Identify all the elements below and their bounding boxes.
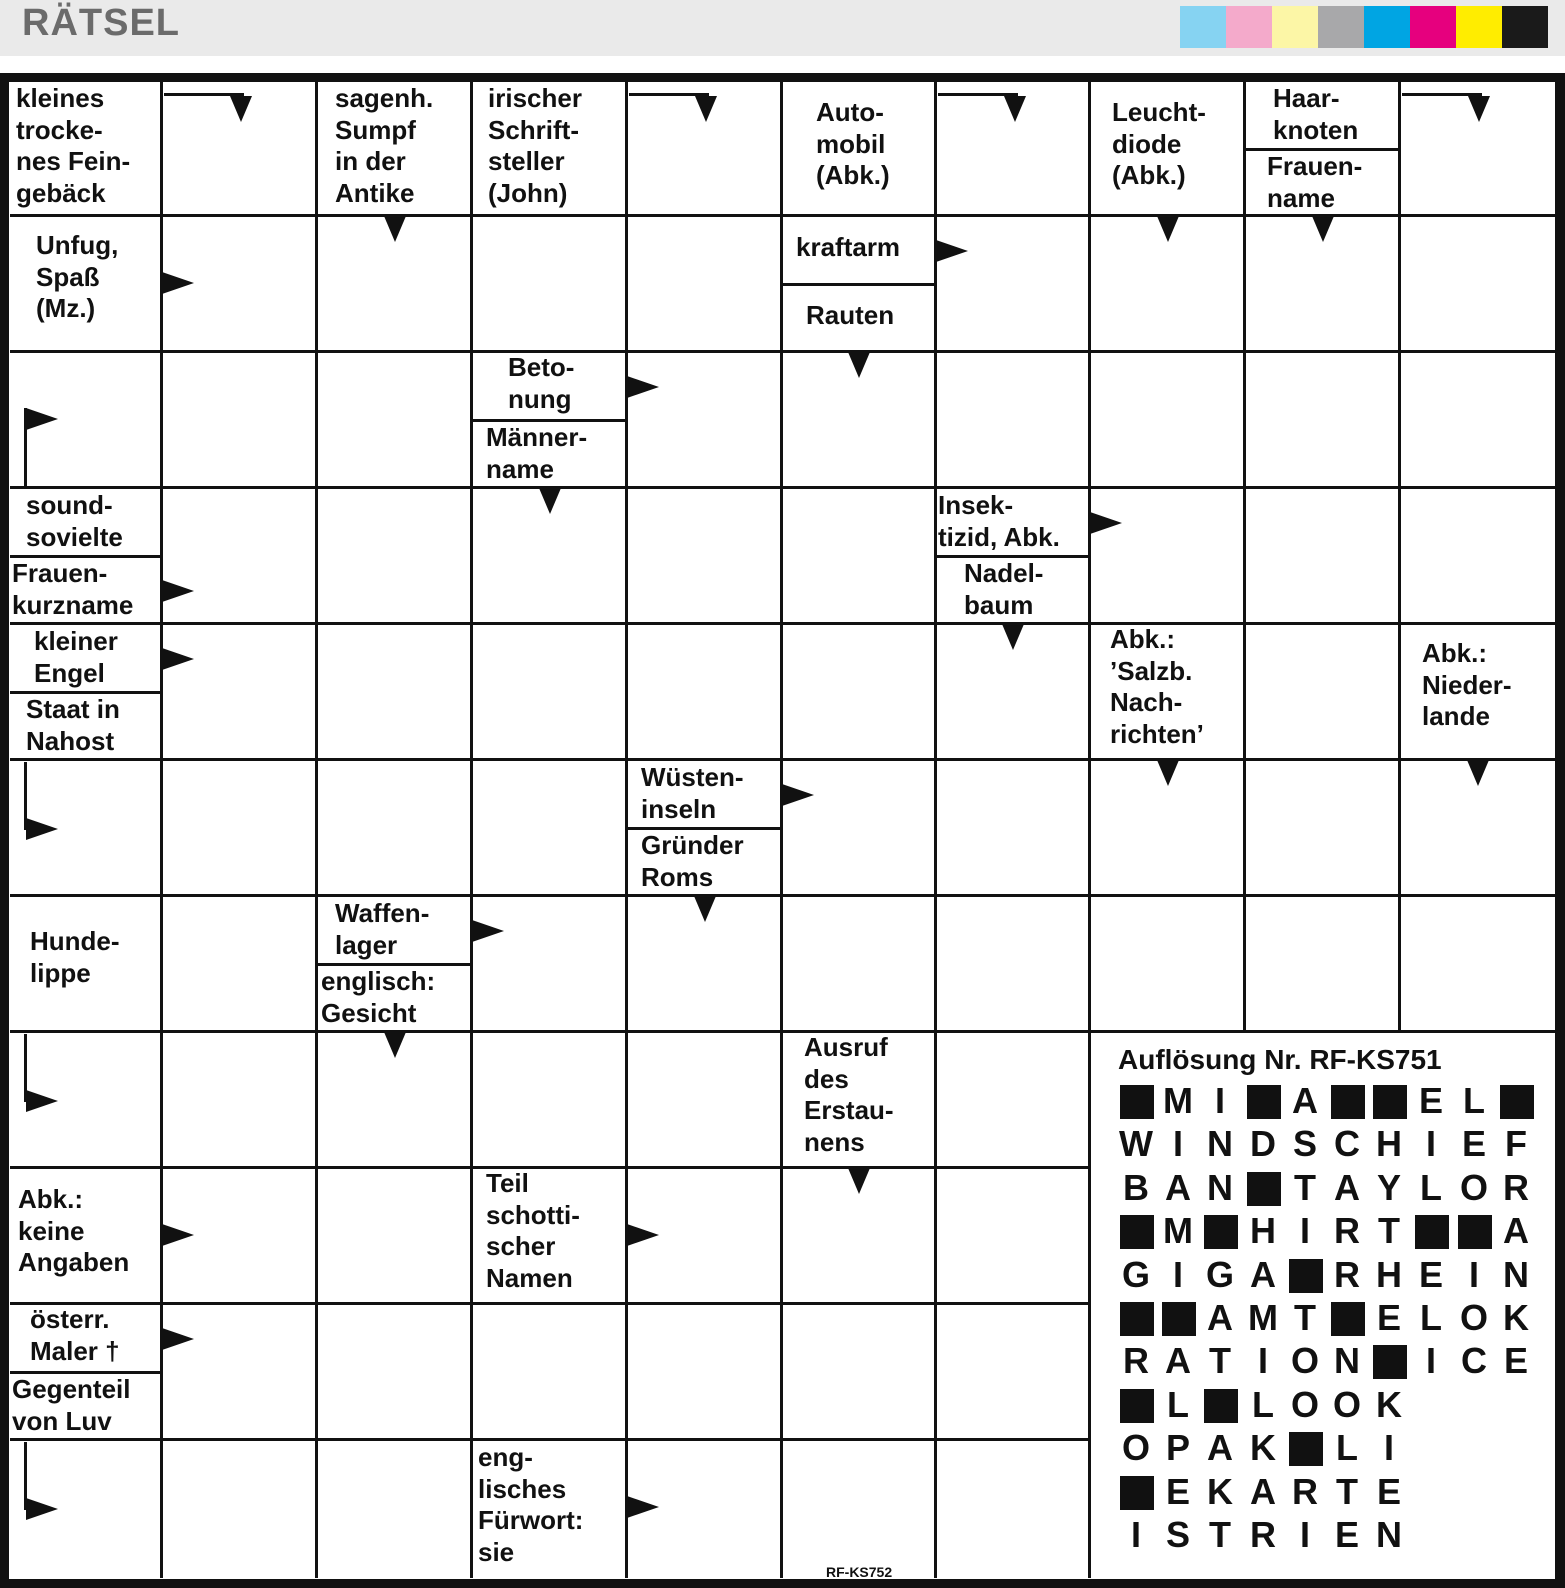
grid-line bbox=[936, 555, 1088, 558]
solution-letter: R bbox=[1123, 1340, 1151, 1381]
solution-letter: A bbox=[1207, 1297, 1235, 1338]
solution-block bbox=[1458, 1215, 1492, 1249]
clue-r5c4b: Gründer Roms bbox=[641, 830, 744, 892]
grid-line bbox=[1398, 81, 1401, 1032]
clue-r7c5: Ausruf des Erstau- nens bbox=[804, 1032, 894, 1158]
solution-letter: K bbox=[1376, 1384, 1404, 1425]
clue-r9c0a: österr. Maler † bbox=[30, 1304, 120, 1366]
solution-block bbox=[1373, 1345, 1407, 1379]
solution-letter: W bbox=[1119, 1123, 1155, 1164]
page-title: RÄTSEL bbox=[22, 2, 180, 44]
solution-letter: H bbox=[1376, 1123, 1404, 1164]
arrow-right-icon bbox=[26, 818, 58, 840]
solution-letter: S bbox=[1165, 1514, 1192, 1555]
grid-line bbox=[317, 963, 470, 966]
solution-letter: T bbox=[1336, 1471, 1360, 1512]
clue-r6c2b: englisch: Gesicht bbox=[321, 966, 436, 1028]
solution-block bbox=[1415, 1215, 1449, 1249]
solution-letter: C bbox=[1334, 1123, 1362, 1164]
grid-line bbox=[0, 1579, 1565, 1588]
solution-letter: K bbox=[1207, 1471, 1235, 1512]
clue-r0c8b: Frauen- name bbox=[1267, 151, 1363, 213]
solution-letter: L bbox=[1420, 1167, 1444, 1208]
solution-letter: A bbox=[1165, 1340, 1193, 1381]
arrow-right-icon bbox=[162, 1328, 194, 1350]
solution-block bbox=[1120, 1476, 1154, 1510]
solution-letter: L bbox=[1463, 1080, 1487, 1121]
solution-letter: N bbox=[1207, 1123, 1235, 1164]
arrow-down-icon bbox=[1004, 96, 1026, 122]
grid-line bbox=[10, 691, 160, 694]
solution-letter: B bbox=[1123, 1167, 1151, 1208]
solution-block bbox=[1373, 1085, 1407, 1119]
solution-letter: A bbox=[1207, 1427, 1235, 1468]
arrow-right-icon bbox=[162, 1224, 194, 1246]
grid-line bbox=[10, 1438, 1090, 1441]
solution-letter: R bbox=[1250, 1514, 1278, 1555]
solution-letter: I bbox=[1425, 1340, 1438, 1381]
arrow-right-icon bbox=[26, 1090, 58, 1112]
solution-letter: R bbox=[1292, 1471, 1320, 1512]
clue-r0c2: sagenh. Sumpf in der Antike bbox=[335, 83, 434, 209]
arrow-down-icon bbox=[539, 488, 561, 514]
clue-r2c3b: Männer- name bbox=[486, 422, 588, 484]
solution-letter: Y bbox=[1376, 1167, 1403, 1208]
solution-block bbox=[1120, 1389, 1154, 1423]
solution-letter: I bbox=[1172, 1254, 1185, 1295]
clue-r8c3: Teil schotti- scher Namen bbox=[486, 1168, 580, 1294]
grid-line bbox=[1088, 81, 1091, 1578]
arrow-down-icon bbox=[848, 352, 870, 378]
solution-letter: R bbox=[1503, 1167, 1531, 1208]
grid-line bbox=[627, 827, 780, 830]
grid-line bbox=[10, 1302, 1090, 1305]
grid-line bbox=[10, 622, 1555, 625]
solution-letter: N bbox=[1334, 1340, 1362, 1381]
solution-letter: L bbox=[1336, 1427, 1360, 1468]
solution-block bbox=[1331, 1302, 1365, 1336]
clue-r1c5a: kraftarm bbox=[796, 232, 901, 262]
grid-line bbox=[10, 486, 1555, 489]
solution-letter: N bbox=[1503, 1254, 1531, 1295]
arrow-down-icon bbox=[694, 896, 716, 922]
solution-letter: K bbox=[1250, 1427, 1278, 1468]
solution-letter: I bbox=[1299, 1514, 1312, 1555]
solution-letter: M bbox=[1163, 1210, 1195, 1251]
grid-line bbox=[782, 283, 934, 286]
solution-letter: O bbox=[1290, 1384, 1321, 1425]
clue-r9c0b: Gegenteil von Luv bbox=[12, 1374, 131, 1436]
clue-r6c0: Hunde- lippe bbox=[30, 926, 120, 988]
clue-r4c9: Abk.: Nieder- lande bbox=[1422, 638, 1512, 732]
solution-letter: G bbox=[1121, 1254, 1152, 1295]
solution-letter: G bbox=[1205, 1254, 1236, 1295]
solution-letter: O bbox=[1121, 1427, 1152, 1468]
clue-r3c6a: Insek- tizid, Abk. bbox=[938, 490, 1060, 552]
arrow-right-icon bbox=[782, 784, 814, 806]
grid-line bbox=[160, 81, 163, 1578]
puzzle-code: RF-KS752 bbox=[826, 1564, 893, 1580]
arrow-right-icon bbox=[162, 648, 194, 670]
solution-letter: E bbox=[1165, 1471, 1192, 1512]
solution-letter: I bbox=[1130, 1514, 1143, 1555]
solution-letter: T bbox=[1209, 1340, 1233, 1381]
solution-letter: L bbox=[1252, 1384, 1276, 1425]
grid-line bbox=[10, 758, 1555, 761]
clue-r4c0a: kleiner Engel bbox=[34, 626, 118, 688]
grid-line bbox=[934, 81, 937, 1578]
solution-block bbox=[1120, 1302, 1154, 1336]
arrow-right-icon bbox=[627, 1224, 659, 1246]
clue-r6c2a: Waffen- lager bbox=[335, 898, 430, 960]
solution-letter: N bbox=[1376, 1514, 1404, 1555]
grid-line bbox=[10, 350, 1555, 353]
solution-block bbox=[1289, 1259, 1323, 1293]
solution-letter: A bbox=[1250, 1471, 1278, 1512]
solution-letter: D bbox=[1250, 1123, 1278, 1164]
solution-letter: I bbox=[1257, 1340, 1270, 1381]
arrow-down-icon bbox=[1157, 216, 1179, 242]
arrow-right-icon bbox=[162, 272, 194, 294]
solution-letter: N bbox=[1207, 1167, 1235, 1208]
grid-line bbox=[10, 1030, 1555, 1033]
grid-line bbox=[472, 419, 625, 422]
solution-letter: I bbox=[1425, 1123, 1438, 1164]
clue-r3c0b: Frauen- kurzname bbox=[12, 558, 134, 620]
clue-r0c0: kleines trocke- nes Fein- gebäck bbox=[16, 83, 131, 209]
solution-letter: A bbox=[1292, 1080, 1320, 1121]
solution-block bbox=[1247, 1172, 1281, 1206]
solution-letter: T bbox=[1209, 1514, 1233, 1555]
solution-letter: L bbox=[1167, 1384, 1191, 1425]
solution-letter: K bbox=[1503, 1297, 1531, 1338]
solution-letter: F bbox=[1505, 1123, 1529, 1164]
solution-letter: O bbox=[1459, 1297, 1490, 1338]
arrow-down-icon bbox=[384, 1032, 406, 1058]
solution-letter: E bbox=[1461, 1123, 1488, 1164]
solution-letter: O bbox=[1459, 1167, 1490, 1208]
solution-letter: I bbox=[1383, 1427, 1396, 1468]
arrow-right-icon bbox=[26, 1498, 58, 1520]
grid-line bbox=[10, 1371, 160, 1374]
solution-letter: E bbox=[1418, 1254, 1445, 1295]
arrow-right-icon bbox=[627, 1496, 659, 1518]
solution-letter: A bbox=[1503, 1210, 1531, 1251]
solution-letter: R bbox=[1334, 1254, 1362, 1295]
solution-block bbox=[1500, 1085, 1534, 1119]
solution-letter: S bbox=[1292, 1123, 1319, 1164]
clue-r3c0a: sound- sovielte bbox=[26, 490, 123, 552]
grid-line bbox=[1245, 148, 1398, 151]
solution-letter: I bbox=[1299, 1210, 1312, 1251]
clue-r10c3: eng- lisches Fürwort: sie bbox=[478, 1442, 584, 1568]
grid-line bbox=[470, 81, 473, 1578]
clue-r3c6b: Nadel- baum bbox=[964, 558, 1044, 620]
solution-letter: E bbox=[1376, 1297, 1403, 1338]
arrow-down-icon bbox=[1157, 760, 1179, 786]
solution-letter: T bbox=[1294, 1297, 1318, 1338]
solution-title: Auflösung Nr. RF-KS751 bbox=[1118, 1044, 1442, 1075]
solution-letter: E bbox=[1503, 1340, 1530, 1381]
clue-r0c7: Leucht- diode (Abk.) bbox=[1112, 97, 1206, 191]
solution-letter: E bbox=[1418, 1080, 1445, 1121]
grid-line bbox=[315, 81, 318, 1578]
arrow-right-icon bbox=[162, 580, 194, 602]
solution-block bbox=[1204, 1215, 1238, 1249]
arrow-right-icon bbox=[1090, 512, 1122, 534]
arrow-down-icon bbox=[1002, 624, 1024, 650]
arrow-right-icon bbox=[627, 376, 659, 398]
solution-letter: E bbox=[1334, 1514, 1361, 1555]
arrow-down-icon bbox=[848, 1168, 870, 1194]
solution-letter: H bbox=[1376, 1254, 1404, 1295]
arrow-down-icon bbox=[384, 216, 406, 242]
arrow-down-icon bbox=[230, 96, 252, 122]
clue-r1c0: Unfug, Spaß (Mz.) bbox=[36, 230, 119, 324]
clue-r8c0: Abk.: keine Angaben bbox=[18, 1184, 130, 1278]
solution-letter: A bbox=[1334, 1167, 1362, 1208]
grid-line bbox=[0, 73, 9, 1588]
clue-r0c5: Auto- mobil (Abk.) bbox=[816, 97, 890, 191]
clue-r5c4a: Wüsten- inseln bbox=[641, 762, 744, 824]
solution-letter: H bbox=[1250, 1210, 1278, 1251]
solution-letter: I bbox=[1172, 1123, 1185, 1164]
grid-line bbox=[10, 894, 1555, 897]
solution-letter: M bbox=[1163, 1080, 1195, 1121]
solution-letter: R bbox=[1334, 1210, 1362, 1251]
clue-r1c5b: Rauten bbox=[806, 300, 895, 330]
solution-letter: T bbox=[1378, 1210, 1402, 1251]
clue-r0c3: irischer Schrift- steller (John) bbox=[488, 83, 582, 209]
solution-letter: A bbox=[1165, 1167, 1193, 1208]
solution-letter: L bbox=[1420, 1297, 1444, 1338]
solution-letter: C bbox=[1461, 1340, 1489, 1381]
solution-letter: A bbox=[1250, 1254, 1278, 1295]
clue-r2c3a: Beto- nung bbox=[508, 352, 575, 414]
clue-r4c7: Abk.: ’Salzb. Nach- richten’ bbox=[1110, 624, 1204, 750]
solution-letter: E bbox=[1376, 1471, 1403, 1512]
solution-letter: O bbox=[1332, 1384, 1363, 1425]
solution-block bbox=[1247, 1085, 1281, 1119]
solution-letter: P bbox=[1165, 1427, 1192, 1468]
grid-line bbox=[780, 81, 783, 1578]
arrow-right-icon bbox=[26, 408, 58, 430]
grid-line bbox=[1243, 81, 1246, 1032]
solution-letter: I bbox=[1468, 1254, 1481, 1295]
clue-r4c0b: Staat in Nahost bbox=[26, 694, 120, 756]
arrow-down-icon bbox=[695, 96, 717, 122]
grid-line bbox=[1555, 73, 1565, 1588]
solution-letter: T bbox=[1294, 1167, 1318, 1208]
arrow-right-icon bbox=[472, 920, 504, 942]
solution-block bbox=[1162, 1302, 1196, 1336]
arrow-down-icon bbox=[1312, 216, 1334, 242]
solution-block bbox=[1120, 1215, 1154, 1249]
arrow-down-icon bbox=[1467, 760, 1489, 786]
solution-block bbox=[1331, 1085, 1365, 1119]
solution-block bbox=[1120, 1085, 1154, 1119]
solution-letter: I bbox=[1214, 1080, 1227, 1121]
arrow-down-icon bbox=[1468, 96, 1490, 122]
arrow-right-icon bbox=[936, 240, 968, 262]
clue-r0c8a: Haar- knoten bbox=[1273, 83, 1359, 145]
solution-letter: M bbox=[1248, 1297, 1280, 1338]
solution-letter: O bbox=[1290, 1340, 1321, 1381]
grid-line bbox=[10, 555, 160, 558]
solution-block bbox=[1289, 1432, 1323, 1466]
solution-block bbox=[1204, 1389, 1238, 1423]
